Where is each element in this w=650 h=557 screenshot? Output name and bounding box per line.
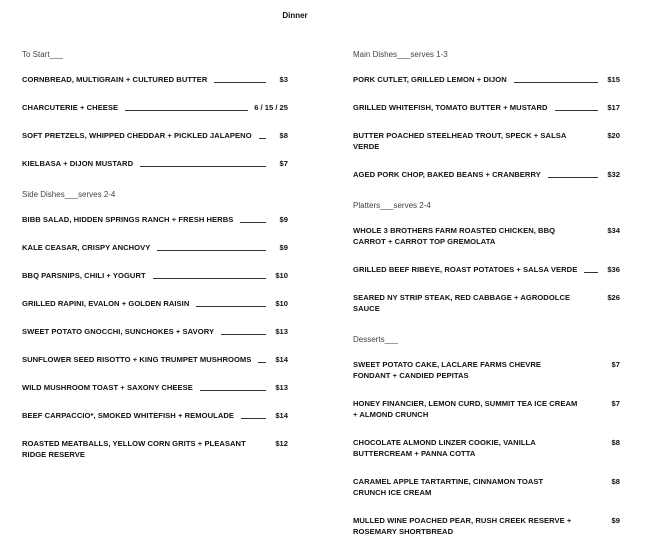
menu-item-price: $17 [607,103,620,112]
menu-item-price: $14 [275,411,288,420]
menu-item-price: $8 [611,477,620,486]
leader-line [153,270,266,279]
right-column [353,49,620,557]
leader-line [241,410,266,419]
menu-title [0,11,650,20]
leader-line [555,102,598,111]
menu-item-price: $7 [611,399,620,408]
leader-line [585,398,598,406]
leader-line [585,225,598,233]
menu-item-price: $7 [279,159,288,168]
menu-section [22,49,288,169]
menu-item-price: $32 [607,170,620,179]
menu-item-name: PORK CUTLET, GRILLED LEMON + DIJON [353,75,507,84]
leader-line [221,326,266,335]
menu-item-price: $34 [607,226,620,235]
menu-item [22,270,288,281]
menu-item-name: BIBB SALAD, HIDDEN SPRINGS RANCH + FRESH HERBS [22,215,234,224]
menu-item [353,130,620,152]
menu-item-price: $26 [607,293,620,302]
menu-item-price: $12 [275,439,288,448]
menu-item-name: SUNFLOWER SEED RISOTTO + KING TRUMPET MUSHROOMS [22,355,252,364]
menu-item [22,102,288,113]
menu-item-name: GRILLED WHITEFISH, TOMATO BUTTER + MUSTARD [353,103,548,112]
left-column [22,49,288,480]
menu-item-price: $36 [607,265,620,274]
menu-item [22,130,288,141]
menu-item-price: $13 [275,383,288,392]
menu-item-price: $20 [607,131,620,140]
leader-line [585,476,598,484]
menu-item-price: $13 [275,327,288,336]
menu-item-price: $9 [611,516,620,525]
menu-item-price: $7 [611,360,620,369]
menu-item-name: SOFT PRETZELS, WHIPPED CHEDDAR + PICKLED JALAPENO [22,131,252,140]
menu-item [22,242,288,253]
leader-line [125,102,248,111]
menu-item [353,515,620,537]
menu-item-price: $3 [279,75,288,84]
menu-item [353,225,620,247]
menu-item [22,214,288,225]
menu-item-name: HONEY FINANCIER, LEMON CURD, SUMMIT TEA ICE CREAM + ALMOND CRUNCH [353,399,578,419]
leader-line [585,437,598,445]
menu-item-name: BUTTER POACHED STEELHEAD TROUT, SPECK + SALSA VERDE [353,131,567,151]
menu-title-text: Dinner [282,11,308,20]
menu-item [22,158,288,169]
leader-line [157,242,266,251]
menu-item-name: CORNBREAD, MULTIGRAIN + CULTURED BUTTER [22,75,208,84]
menu-item-name: KIELBASA + DIJON MUSTARD [22,159,134,168]
menu-item [22,74,288,85]
menu-item [353,74,620,85]
leader-line [584,264,598,273]
menu-item [353,102,620,113]
menu-item [353,398,620,420]
menu-item-price: $10 [275,271,288,280]
menu-section [353,334,620,537]
menu-section [22,189,288,460]
menu-item-name: SEARED NY STRIP STEAK, RED CABBAGE + AGRODOLCE SAUCE [353,293,571,313]
leader-line [196,298,266,307]
menu-item [22,410,288,421]
leader-line [258,354,266,363]
menu-item-price: $10 [275,299,288,308]
menu-item [353,437,620,459]
leader-line [585,359,598,367]
leader-line [214,74,266,83]
menu-item-name: KALE CEASAR, CRISPY ANCHOVY [22,243,151,252]
menu-item-name: SWEET POTATO CAKE, LACLARE FARMS CHEVRE FONDANT + CANDIED PEPITAS [353,360,542,380]
menu-item-name: MULLED WINE POACHED PEAR, RUSH CREEK RESERVE + ROSEMARY SHORTBREAD [353,516,572,536]
leader-line [254,438,266,446]
menu-item [353,169,620,180]
menu-item [353,264,620,275]
menu-item-name: BBQ PARSNIPS, CHILI + YOGURT [22,271,146,280]
menu-item-name: WHOLE 3 BROTHERS FARM ROASTED CHICKEN, BBQ CARROT + CARROT TOP GREMOLATA [353,226,556,246]
menu-item-name: CARAMEL APPLE TARTARTINE, CINNAMON TOAST CRUNCH ICE CREAM [353,477,544,497]
section-heading: Main Dishes___serves 1-3 [353,50,448,59]
menu-section [353,49,620,180]
menu-item [22,382,288,393]
leader-line [548,169,598,178]
leader-line [585,515,598,523]
menu-item-name: ROASTED MEATBALLS, YELLOW CORN GRITS + PLEASANT RIDGE RESERVE [22,439,246,459]
menu-item-name: CHOCOLATE ALMOND LINZER COOKIE, VANILLA BUTTERCREAM + PANNA COTTA [353,438,536,458]
leader-line [514,74,598,83]
menu-item-name: SWEET POTATO GNOCCHI, SUNCHOKES + SAVORY [22,327,215,336]
menu-item [22,354,288,365]
menu-item [353,292,620,314]
menu-item-price: $9 [279,215,288,224]
menu-item-name: GRILLED RAPINI, EVALON + GOLDEN RAISIN [22,299,190,308]
section-heading: Desserts___ [353,335,398,344]
menu-item-name: CHARCUTERIE + CHEESE [22,103,119,112]
leader-line [140,158,266,167]
menu-item-name: WILD MUSHROOM TOAST + SAXONY CHEESE [22,383,193,392]
menu-item [353,359,620,381]
menu-item [22,298,288,309]
menu-item-price: $15 [607,75,620,84]
section-heading: Side Dishes___serves 2-4 [22,190,116,199]
menu-item-price: $9 [279,243,288,252]
leader-line [240,214,266,223]
menu-section [353,200,620,314]
menu-item [353,476,620,498]
menu-item-price: $8 [279,131,288,140]
leader-line [200,382,266,391]
menu-item [22,326,288,337]
menu-item-price: $14 [275,355,288,364]
section-heading: Platters___serves 2-4 [353,201,431,210]
menu-item-name: GRILLED BEEF RIBEYE, ROAST POTATOES + SALSA VERDE [353,265,578,274]
section-heading: To Start___ [22,50,63,59]
menu-item [22,438,288,460]
menu-item-price: $8 [611,438,620,447]
leader-line [259,130,266,139]
menu-item-name: BEEF CARPACCIO*, SMOKED WHITEFISH + REMOULADE [22,411,235,420]
menu-item-name: AGED PORK CHOP, BAKED BEANS + CRANBERRY [353,170,541,179]
menu-item-price: 6 / 15 / 25 [254,103,288,112]
